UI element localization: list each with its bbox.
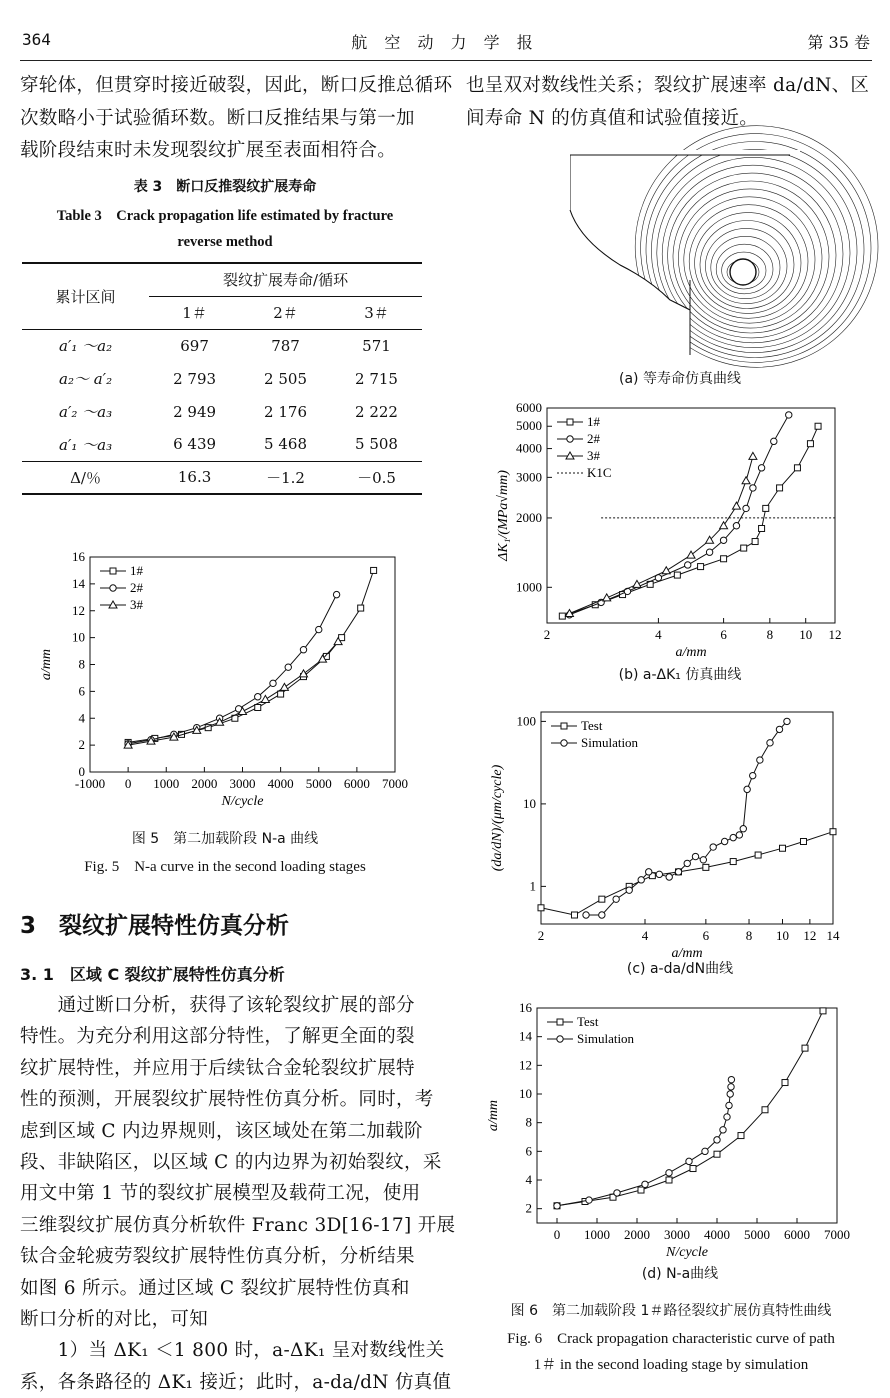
- data-point: [702, 1148, 708, 1154]
- data-point: [750, 772, 756, 778]
- data-point: [740, 826, 746, 832]
- data-point: [646, 869, 652, 875]
- x-tick-label: 7000: [382, 776, 408, 791]
- y-tick-label: 6: [78, 683, 85, 699]
- data-point: [613, 896, 619, 902]
- data-point: [633, 580, 641, 587]
- legend-marker: [567, 436, 573, 442]
- fig6c-label: (c) a-da/dN曲线: [626, 961, 734, 977]
- page-number: 364: [22, 30, 51, 49]
- data-point: [710, 844, 716, 850]
- x-tick-label: 2: [543, 627, 551, 642]
- data-point: [714, 1151, 720, 1157]
- legend-marker: [561, 740, 567, 746]
- data-point: [750, 485, 756, 491]
- x-tick-label: 7000: [824, 1227, 850, 1242]
- data-point: [666, 874, 672, 880]
- data-point: [684, 860, 690, 866]
- header-rule: [20, 60, 872, 61]
- data-point: [280, 683, 288, 690]
- x-tick-label: 6: [720, 627, 727, 642]
- y-tick-label: 2000: [516, 509, 542, 525]
- data-point: [599, 896, 605, 902]
- data-point: [642, 1181, 648, 1187]
- data-point: [270, 680, 276, 686]
- data-point: [757, 757, 763, 763]
- x-tick-label: 10: [799, 627, 813, 642]
- data-point: [730, 859, 736, 865]
- legend-label: 1#: [130, 563, 143, 578]
- data-point: [700, 857, 706, 863]
- data-point: [255, 694, 261, 700]
- data-point: [786, 412, 792, 418]
- data-point: [820, 1008, 826, 1014]
- x-tick-label: 0: [553, 1227, 561, 1242]
- data-point: [686, 1158, 692, 1164]
- y-tick-label: 10: [519, 1086, 532, 1101]
- data-point: [749, 452, 757, 459]
- x-axis-label: a/mm: [675, 645, 707, 660]
- data-point: [638, 877, 644, 883]
- y-tick-label: 12: [72, 602, 85, 618]
- data-point: [728, 1084, 734, 1090]
- data-point: [285, 664, 291, 670]
- data-point: [662, 567, 670, 574]
- data-point: [802, 1045, 808, 1051]
- series-line: [562, 426, 818, 616]
- data-point: [538, 905, 544, 911]
- x-tick-label: 6: [702, 928, 710, 943]
- data-point: [752, 539, 758, 545]
- data-point: [692, 853, 698, 859]
- legend-label: Test: [577, 1014, 599, 1029]
- x-tick-label: 2: [537, 928, 545, 943]
- data-point: [728, 1076, 734, 1082]
- journal-title: 航 空 动 力 学 报: [351, 33, 539, 52]
- x-tick-label: 5000: [744, 1227, 770, 1242]
- data-point: [690, 1166, 696, 1172]
- column-header: 3＃: [364, 304, 389, 322]
- data-point: [638, 1187, 644, 1193]
- x-axis-label: N/cycle: [221, 794, 264, 809]
- y-tick-label: 5000: [516, 418, 542, 434]
- y-tick-label: 4: [78, 710, 85, 726]
- column-group-header: 裂纹扩展寿命/循环: [149, 263, 422, 296]
- y-tick-label: 8: [78, 656, 85, 672]
- y-tick-label: 16: [72, 549, 85, 564]
- data-point: [794, 465, 800, 471]
- data-point: [763, 505, 769, 511]
- initial-crack-hole: [730, 259, 756, 285]
- fig6b-label: (b) a-ΔK₁ 仿真曲线: [618, 667, 742, 683]
- x-tick-label: 1000: [584, 1227, 610, 1242]
- data-point: [714, 1137, 720, 1143]
- y-tick-label: 1000: [516, 579, 542, 595]
- x-tick-label: 14: [826, 928, 840, 943]
- data-point: [685, 562, 691, 568]
- legend-label: 3#: [130, 597, 143, 612]
- data-point: [755, 852, 761, 858]
- data-point: [782, 1080, 788, 1086]
- x-tick-label: -1000: [74, 776, 106, 791]
- table-row: Δ/％ 16.3 －1.2 －0.5: [22, 461, 422, 494]
- x-tick-label: 10: [776, 928, 790, 943]
- legend-label: Test: [581, 718, 603, 733]
- fig6-caption-cn: 图 6 第二加载阶段 1＃路径裂纹扩展仿真特性曲线: [510, 1303, 832, 1319]
- y-tick-label: 2: [78, 737, 85, 753]
- table-row: a′₁ ～a₃ 6 439 5 468 5 508: [22, 428, 422, 461]
- data-point: [730, 834, 736, 840]
- table3-caption-en: Table 3 Crack propagation life estimated by fracture reverse method: [56, 208, 394, 250]
- x-tick-label: 1000: [153, 776, 180, 791]
- right-top-paragraph: 也呈双对数线性关系；裂纹扩展速率 da/dN、区 间寿命 N 的仿真值和试验值接近。: [466, 75, 870, 129]
- data-point: [830, 829, 836, 835]
- x-tick-label: 5000: [305, 776, 332, 791]
- fig6c-chart: [485, 702, 855, 961]
- y-tick-label: 100: [516, 713, 536, 729]
- x-tick-label: 3000: [664, 1227, 690, 1242]
- data-point: [333, 591, 339, 597]
- data-point: [800, 839, 806, 845]
- legend-marker: [557, 1036, 563, 1042]
- data-point: [742, 477, 750, 484]
- x-tick-label: 8: [766, 627, 774, 642]
- data-point: [733, 523, 739, 529]
- data-point: [815, 423, 821, 429]
- x-tick-label: 4000: [704, 1227, 730, 1242]
- y-tick-label: 2: [525, 1200, 532, 1216]
- data-point: [767, 740, 773, 746]
- x-tick-label: 6000: [343, 776, 370, 791]
- data-point: [358, 605, 364, 611]
- data-point: [780, 845, 786, 851]
- data-point: [675, 869, 681, 875]
- mask-top: [560, 150, 800, 155]
- legend-marker: [110, 568, 116, 574]
- data-point: [261, 695, 269, 702]
- data-point: [278, 691, 284, 697]
- y-tick-label: 4: [525, 1172, 532, 1187]
- fig6d-label: (d) N-a曲线: [641, 1266, 719, 1282]
- body-paragraph: 通过断口分析，获得了该轮裂纹扩展的部分 特性。为充分利用这部分特性，了解更全面的裂 纹扩展特性，并应用于后续钛合金轮裂纹扩展特 性的预测，开展裂纹扩展特性仿真分析。同时，考 虑到区域 C 内边界规则，该区域处在第二加载阶 段、非缺陷区，以区域 C 的内边界为初始裂纹，采 用文中第 1 节的裂纹扩展模型及载荷工况，使用 三维裂纹扩展仿真分析软件 Franc 3D[16-17] 开展 钛合金轮疲劳裂纹扩展特性仿真分析，分析结果 如图 6 所示。通过区域 C 裂纹扩展特性仿真和 断口分析的对比，可知 1）当 ΔK₁ ＜1 800 时，a-ΔK₁ 呈对数线性关 系，各条路径的 ΔK₁ 接近；此时，a-da/dN 仿真值: [20, 995, 456, 1393]
- section-title: 3 裂纹扩展特性仿真分析: [20, 913, 290, 939]
- data-point: [762, 1107, 768, 1113]
- data-point: [776, 726, 782, 732]
- data-point: [721, 838, 727, 844]
- x-tick-label: 4000: [267, 776, 294, 791]
- data-point: [736, 832, 742, 838]
- y-tick-label: 12: [519, 1057, 532, 1073]
- y-tick-label: 1: [529, 878, 536, 894]
- data-point: [743, 505, 749, 511]
- x-tick-label: 12: [828, 627, 842, 642]
- data-point: [720, 522, 728, 529]
- data-point: [371, 567, 377, 573]
- legend-label: 2#: [587, 431, 600, 446]
- y-tick-label: 14: [72, 575, 85, 591]
- data-point: [741, 545, 747, 551]
- iso-life-contour: [678, 189, 822, 328]
- table3: [22, 262, 422, 495]
- x-tick-label: 6000: [784, 1227, 810, 1242]
- y-axis-label: ΔK₁/(MPa√mm): [496, 470, 511, 561]
- data-point: [726, 1102, 732, 1108]
- y-tick-label: 4000: [516, 440, 542, 456]
- table3-caption-cn: 表 3 断口反推裂纹扩展寿命: [133, 179, 317, 195]
- volume-label: 第 35 卷: [807, 33, 870, 52]
- legend-label: 3#: [587, 448, 600, 463]
- data-point: [666, 1177, 672, 1183]
- x-axis-label: N/cycle: [666, 1245, 708, 1260]
- x-tick-label: 8: [745, 928, 753, 943]
- data-point: [698, 564, 704, 570]
- data-point: [666, 1170, 672, 1176]
- data-point: [744, 786, 750, 792]
- fig5-caption-cn: 图 5 第二加载阶段 N-a 曲线: [131, 831, 319, 847]
- fig6b-chart: [485, 398, 855, 660]
- legend-label: Simulation: [577, 1031, 635, 1046]
- table-row: a₂～ a′₂ 2 793 2 505 2 715: [59, 369, 398, 388]
- fig5-caption-en: Fig. 5 N-a curve in the second loading stages: [84, 859, 366, 875]
- x-tick-label: 2000: [624, 1227, 650, 1242]
- legend-marker: [110, 585, 116, 591]
- series-Test: [538, 829, 836, 918]
- y-tick-label: 8: [525, 1114, 532, 1130]
- data-point: [554, 1203, 560, 1209]
- series-line: [586, 721, 787, 915]
- data-point: [724, 1114, 730, 1120]
- row-header: 累计区间: [22, 263, 149, 329]
- data-point: [807, 441, 813, 447]
- fig6d-chart: [485, 998, 855, 1260]
- y-tick-label: 3000: [516, 469, 542, 485]
- legend-label: 1#: [587, 414, 600, 429]
- data-point: [706, 549, 712, 555]
- data-point: [759, 525, 765, 531]
- series-3#: [124, 638, 342, 748]
- x-tick-label: 3000: [229, 776, 256, 791]
- x-axis-label: a/mm: [671, 946, 703, 961]
- x-tick-label: 4: [641, 928, 649, 943]
- data-point: [720, 1127, 726, 1133]
- data-point: [559, 613, 565, 619]
- data-point: [703, 864, 709, 870]
- x-tick-label: 4: [655, 627, 662, 642]
- y-tick-label: 16: [519, 1000, 532, 1015]
- y-tick-label: 14: [519, 1028, 532, 1044]
- legend-marker: [557, 1019, 563, 1025]
- x-tick-label: 0: [124, 776, 132, 791]
- data-point: [300, 647, 306, 653]
- data-point: [614, 1190, 620, 1196]
- data-point: [583, 912, 589, 918]
- data-point: [586, 1197, 592, 1203]
- y-tick-label: 6: [525, 1143, 532, 1159]
- data-point: [784, 718, 790, 724]
- y-tick-label: 10: [72, 629, 85, 645]
- data-point: [732, 502, 740, 509]
- iso-life-contour: [673, 181, 829, 333]
- data-point: [758, 465, 764, 471]
- data-point: [738, 1133, 744, 1139]
- data-point: [626, 887, 632, 893]
- column-header: 1＃: [182, 304, 207, 322]
- data-point: [727, 1091, 733, 1097]
- data-point: [674, 572, 680, 578]
- series-line: [570, 415, 789, 615]
- data-point: [255, 705, 261, 711]
- legend-label: 2#: [130, 580, 143, 595]
- fig6a-iso-life-diagram: [560, 150, 800, 360]
- legend-label: K1C: [587, 465, 612, 480]
- data-point: [603, 594, 611, 601]
- y-axis-label: a/mm: [486, 1099, 501, 1132]
- data-point: [720, 537, 726, 543]
- series-line: [128, 642, 338, 745]
- series-2#: [566, 412, 792, 618]
- data-point: [656, 871, 662, 877]
- y-axis-label: a/mm: [39, 648, 54, 681]
- table-row: a′₁ ～a₂ 697 787 571: [59, 336, 391, 356]
- legend-marker: [567, 419, 573, 425]
- subsection-title: 3. 1 区域 C 裂纹扩展特性仿真分析: [20, 965, 285, 984]
- fig6a-label: (a) 等寿命仿真曲线: [619, 371, 741, 387]
- y-tick-label: 0: [78, 764, 85, 779]
- x-tick-label: 12: [803, 928, 817, 943]
- x-tick-label: 2000: [191, 776, 218, 791]
- data-point: [721, 556, 727, 562]
- y-tick-label: 6000: [516, 400, 542, 415]
- legend-marker: [561, 723, 567, 729]
- column-header: 2＃: [273, 304, 298, 322]
- y-tick-label: 10: [523, 795, 536, 811]
- fig5-chart: [40, 545, 410, 815]
- data-point: [571, 912, 577, 918]
- data-point: [777, 485, 783, 491]
- data-point: [687, 551, 695, 558]
- y-axis-label: (da/dN)/(μm/cycle): [490, 764, 505, 872]
- series-line: [541, 832, 833, 915]
- series-2#: [125, 591, 340, 747]
- table-row: a′₂ ～a₃ 2 949 2 176 2 222: [59, 402, 398, 421]
- fig6-caption-en: Fig. 6 Crack propagation characteristic curve of path 1＃ in the second loading stage by simulation: [507, 1331, 835, 1373]
- legend-label: Simulation: [581, 735, 639, 750]
- left-top-paragraph: 穿轮体，但贯穿时接近破裂，因此，断口反推总循环 次数略小于试验循环数。断口反推结果与第一加 载阶段结束时未发现裂纹扩展至表面相符合。: [20, 75, 453, 161]
- data-point: [771, 438, 777, 444]
- data-point: [316, 626, 322, 632]
- data-point: [599, 912, 605, 918]
